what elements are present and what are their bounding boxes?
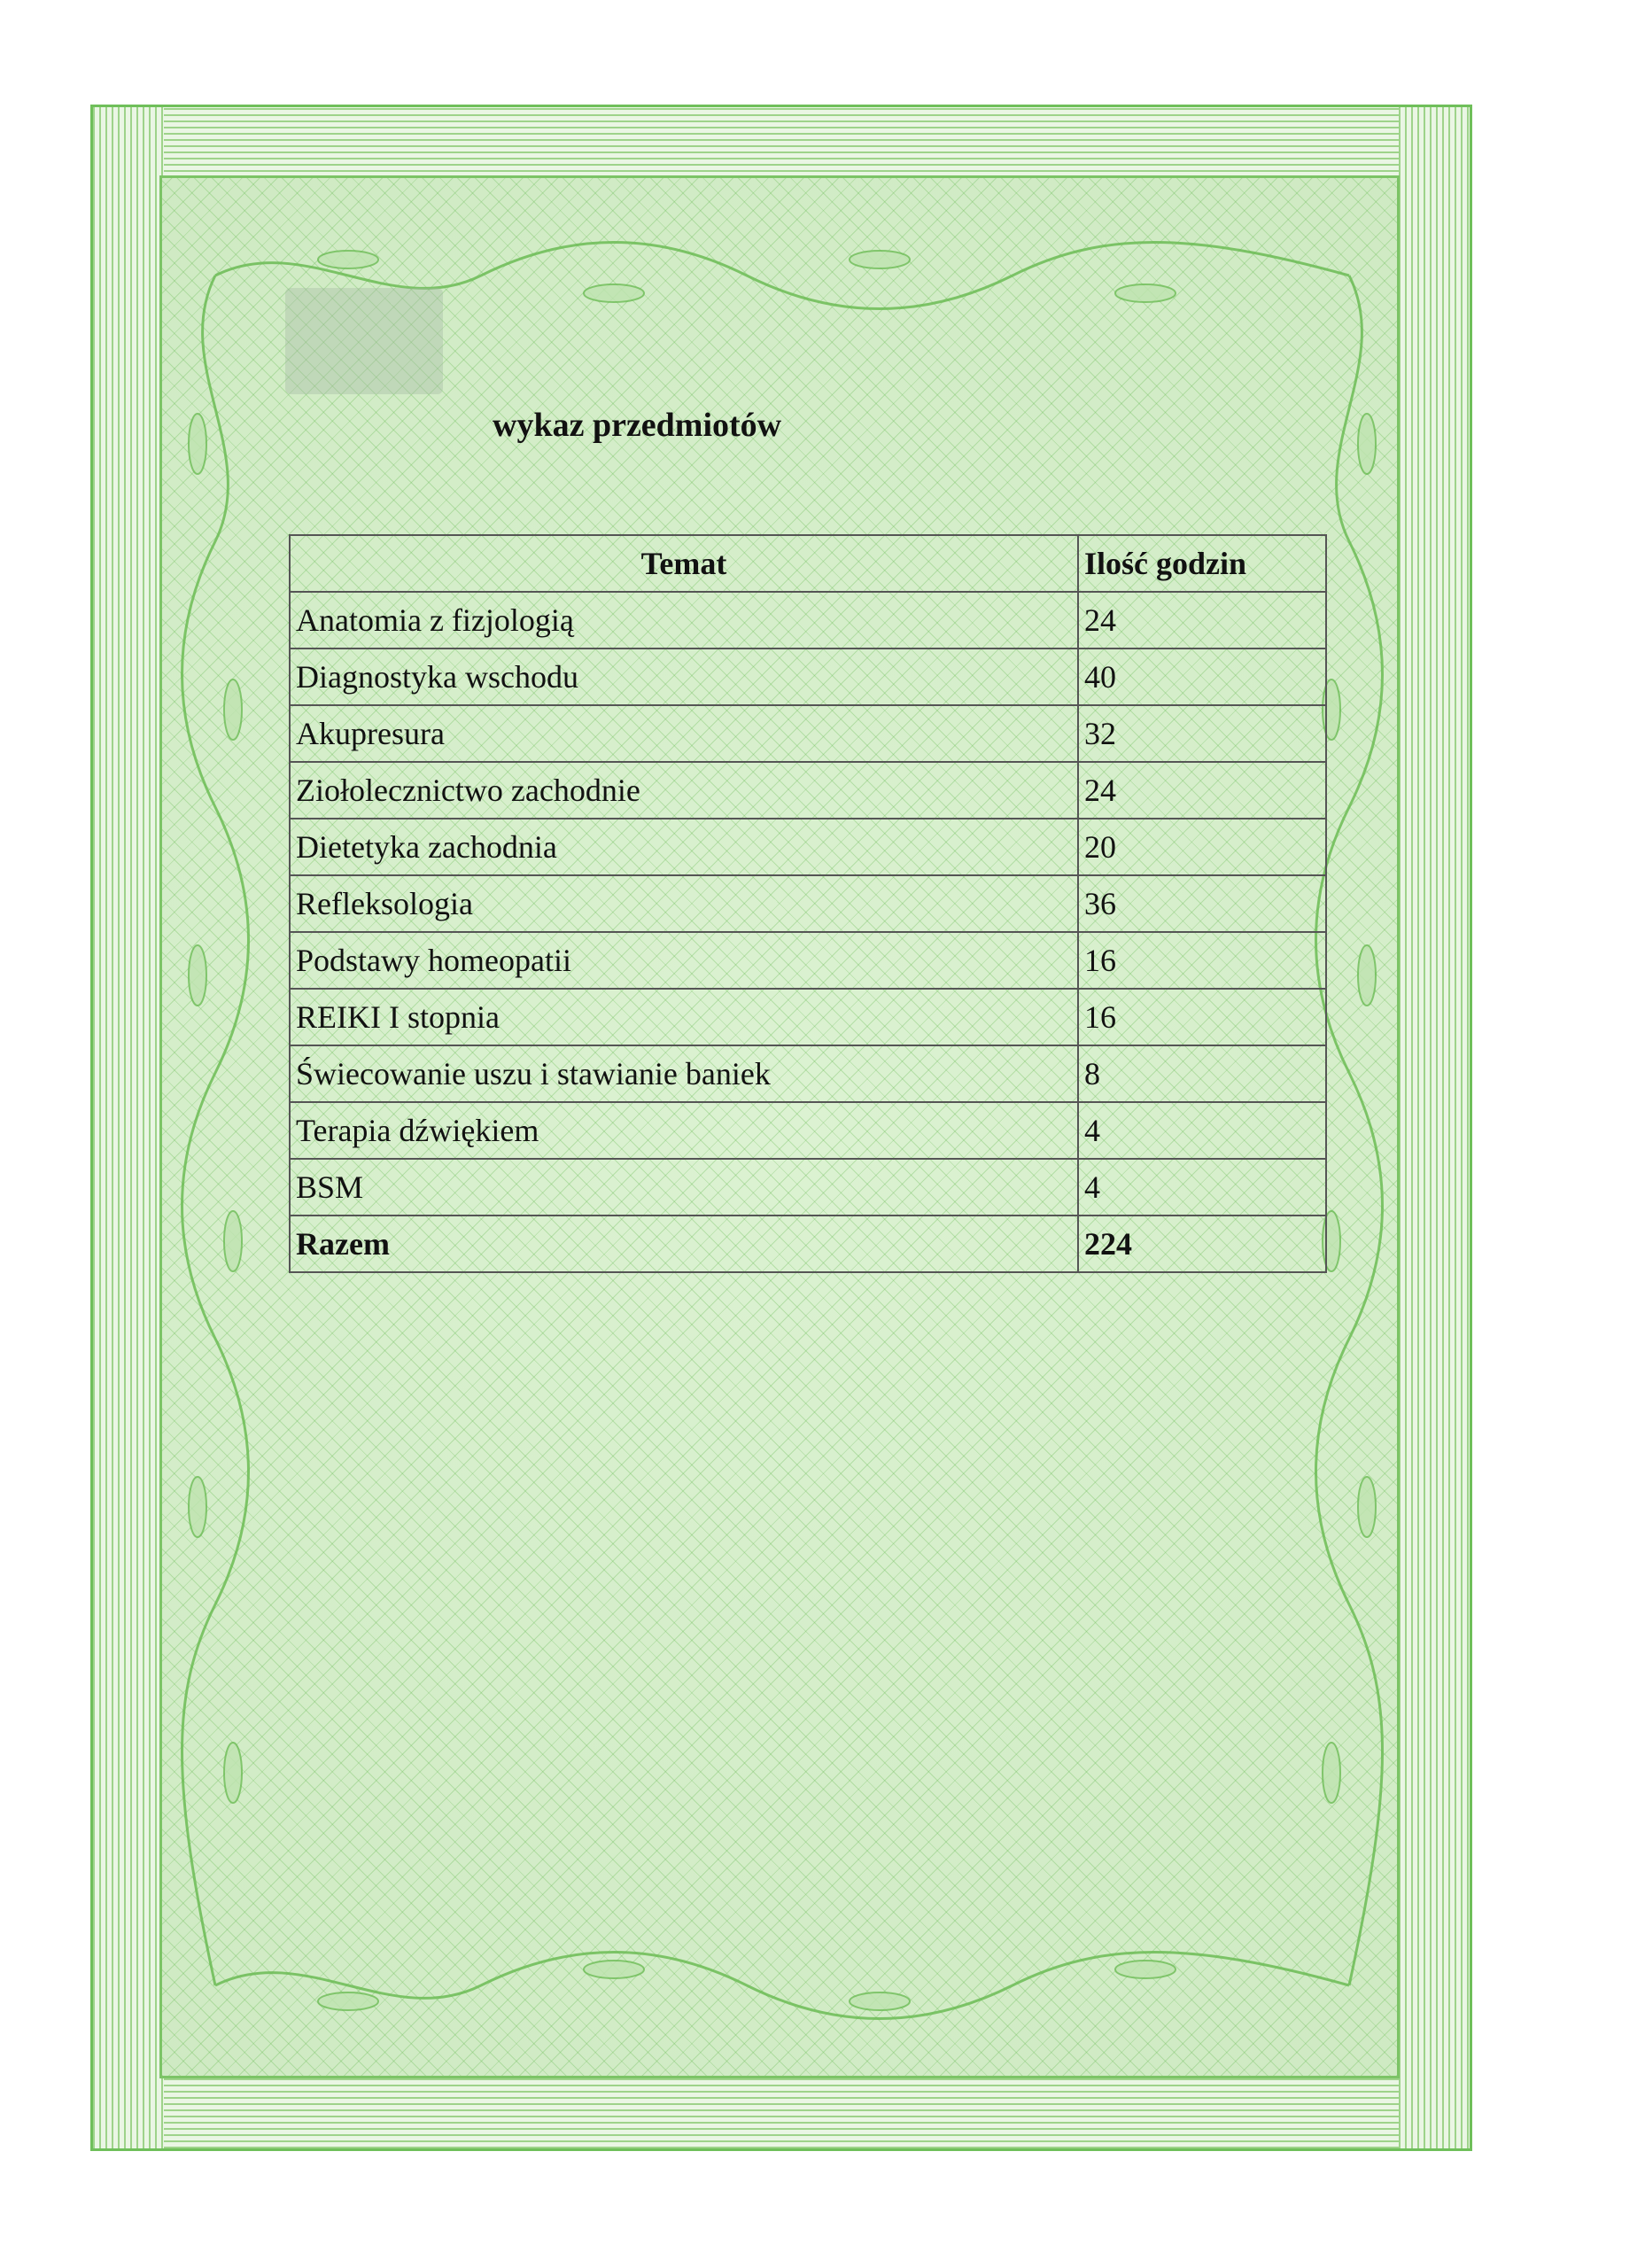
table-row — [290, 1045, 1326, 1102]
row-hours: 4 — [1078, 1159, 1326, 1216]
row-hours: 36 — [1078, 875, 1326, 932]
table-row — [290, 649, 1326, 705]
row-topic: REIKI I stopnia — [290, 989, 1078, 1045]
table-row — [290, 989, 1326, 1045]
frame-band-bottom — [93, 2078, 1470, 2148]
row-hours: 4 — [1078, 1102, 1326, 1159]
row-topic: Ziołolecznictwo zachodnie — [290, 762, 1078, 819]
row-topic: Świecowanie uszu i stawianie baniek — [290, 1045, 1078, 1102]
row-hours: 16 — [1078, 989, 1326, 1045]
row-topic: BSM — [290, 1159, 1078, 1216]
row-hours: 20 — [1078, 819, 1326, 875]
row-topic: Podstawy homeopatii — [290, 932, 1078, 989]
faded-stamp-mark — [285, 288, 443, 394]
row-topic: Refleksologia — [290, 875, 1078, 932]
row-topic: Diagnostyka wschodu — [290, 649, 1078, 705]
table-row — [290, 932, 1326, 989]
table-row — [290, 819, 1326, 875]
row-topic: Dietetyka zachodnia — [290, 819, 1078, 875]
table-row — [290, 1159, 1326, 1216]
document-title: wykaz przedmiotów — [493, 407, 782, 444]
row-hours: 32 — [1078, 705, 1326, 762]
table-row — [290, 762, 1326, 819]
row-topic: Akupresura — [290, 705, 1078, 762]
row-hours: 16 — [1078, 932, 1326, 989]
header-topic: Temat — [290, 535, 1078, 592]
row-hours: 8 — [1078, 1045, 1326, 1102]
total-label: Razem — [290, 1216, 1078, 1272]
frame-band-right — [1399, 107, 1470, 2148]
frame-band-left — [93, 107, 164, 2148]
row-hours: 24 — [1078, 592, 1326, 649]
row-hours: 40 — [1078, 649, 1326, 705]
row-hours: 24 — [1078, 762, 1326, 819]
table-header-row — [290, 535, 1326, 592]
total-hours: 224 — [1078, 1216, 1326, 1272]
frame-band-top — [93, 107, 1470, 178]
table-row — [290, 705, 1326, 762]
row-topic: Anatomia z fizjologią — [290, 592, 1078, 649]
table-row — [290, 875, 1326, 932]
header-hours: Ilość godzin — [1078, 535, 1326, 592]
table-row — [290, 592, 1326, 649]
row-topic: Terapia dźwiękiem — [290, 1102, 1078, 1159]
table-total-row — [290, 1216, 1326, 1272]
subjects-table — [289, 534, 1327, 1273]
table-row — [290, 1102, 1326, 1159]
